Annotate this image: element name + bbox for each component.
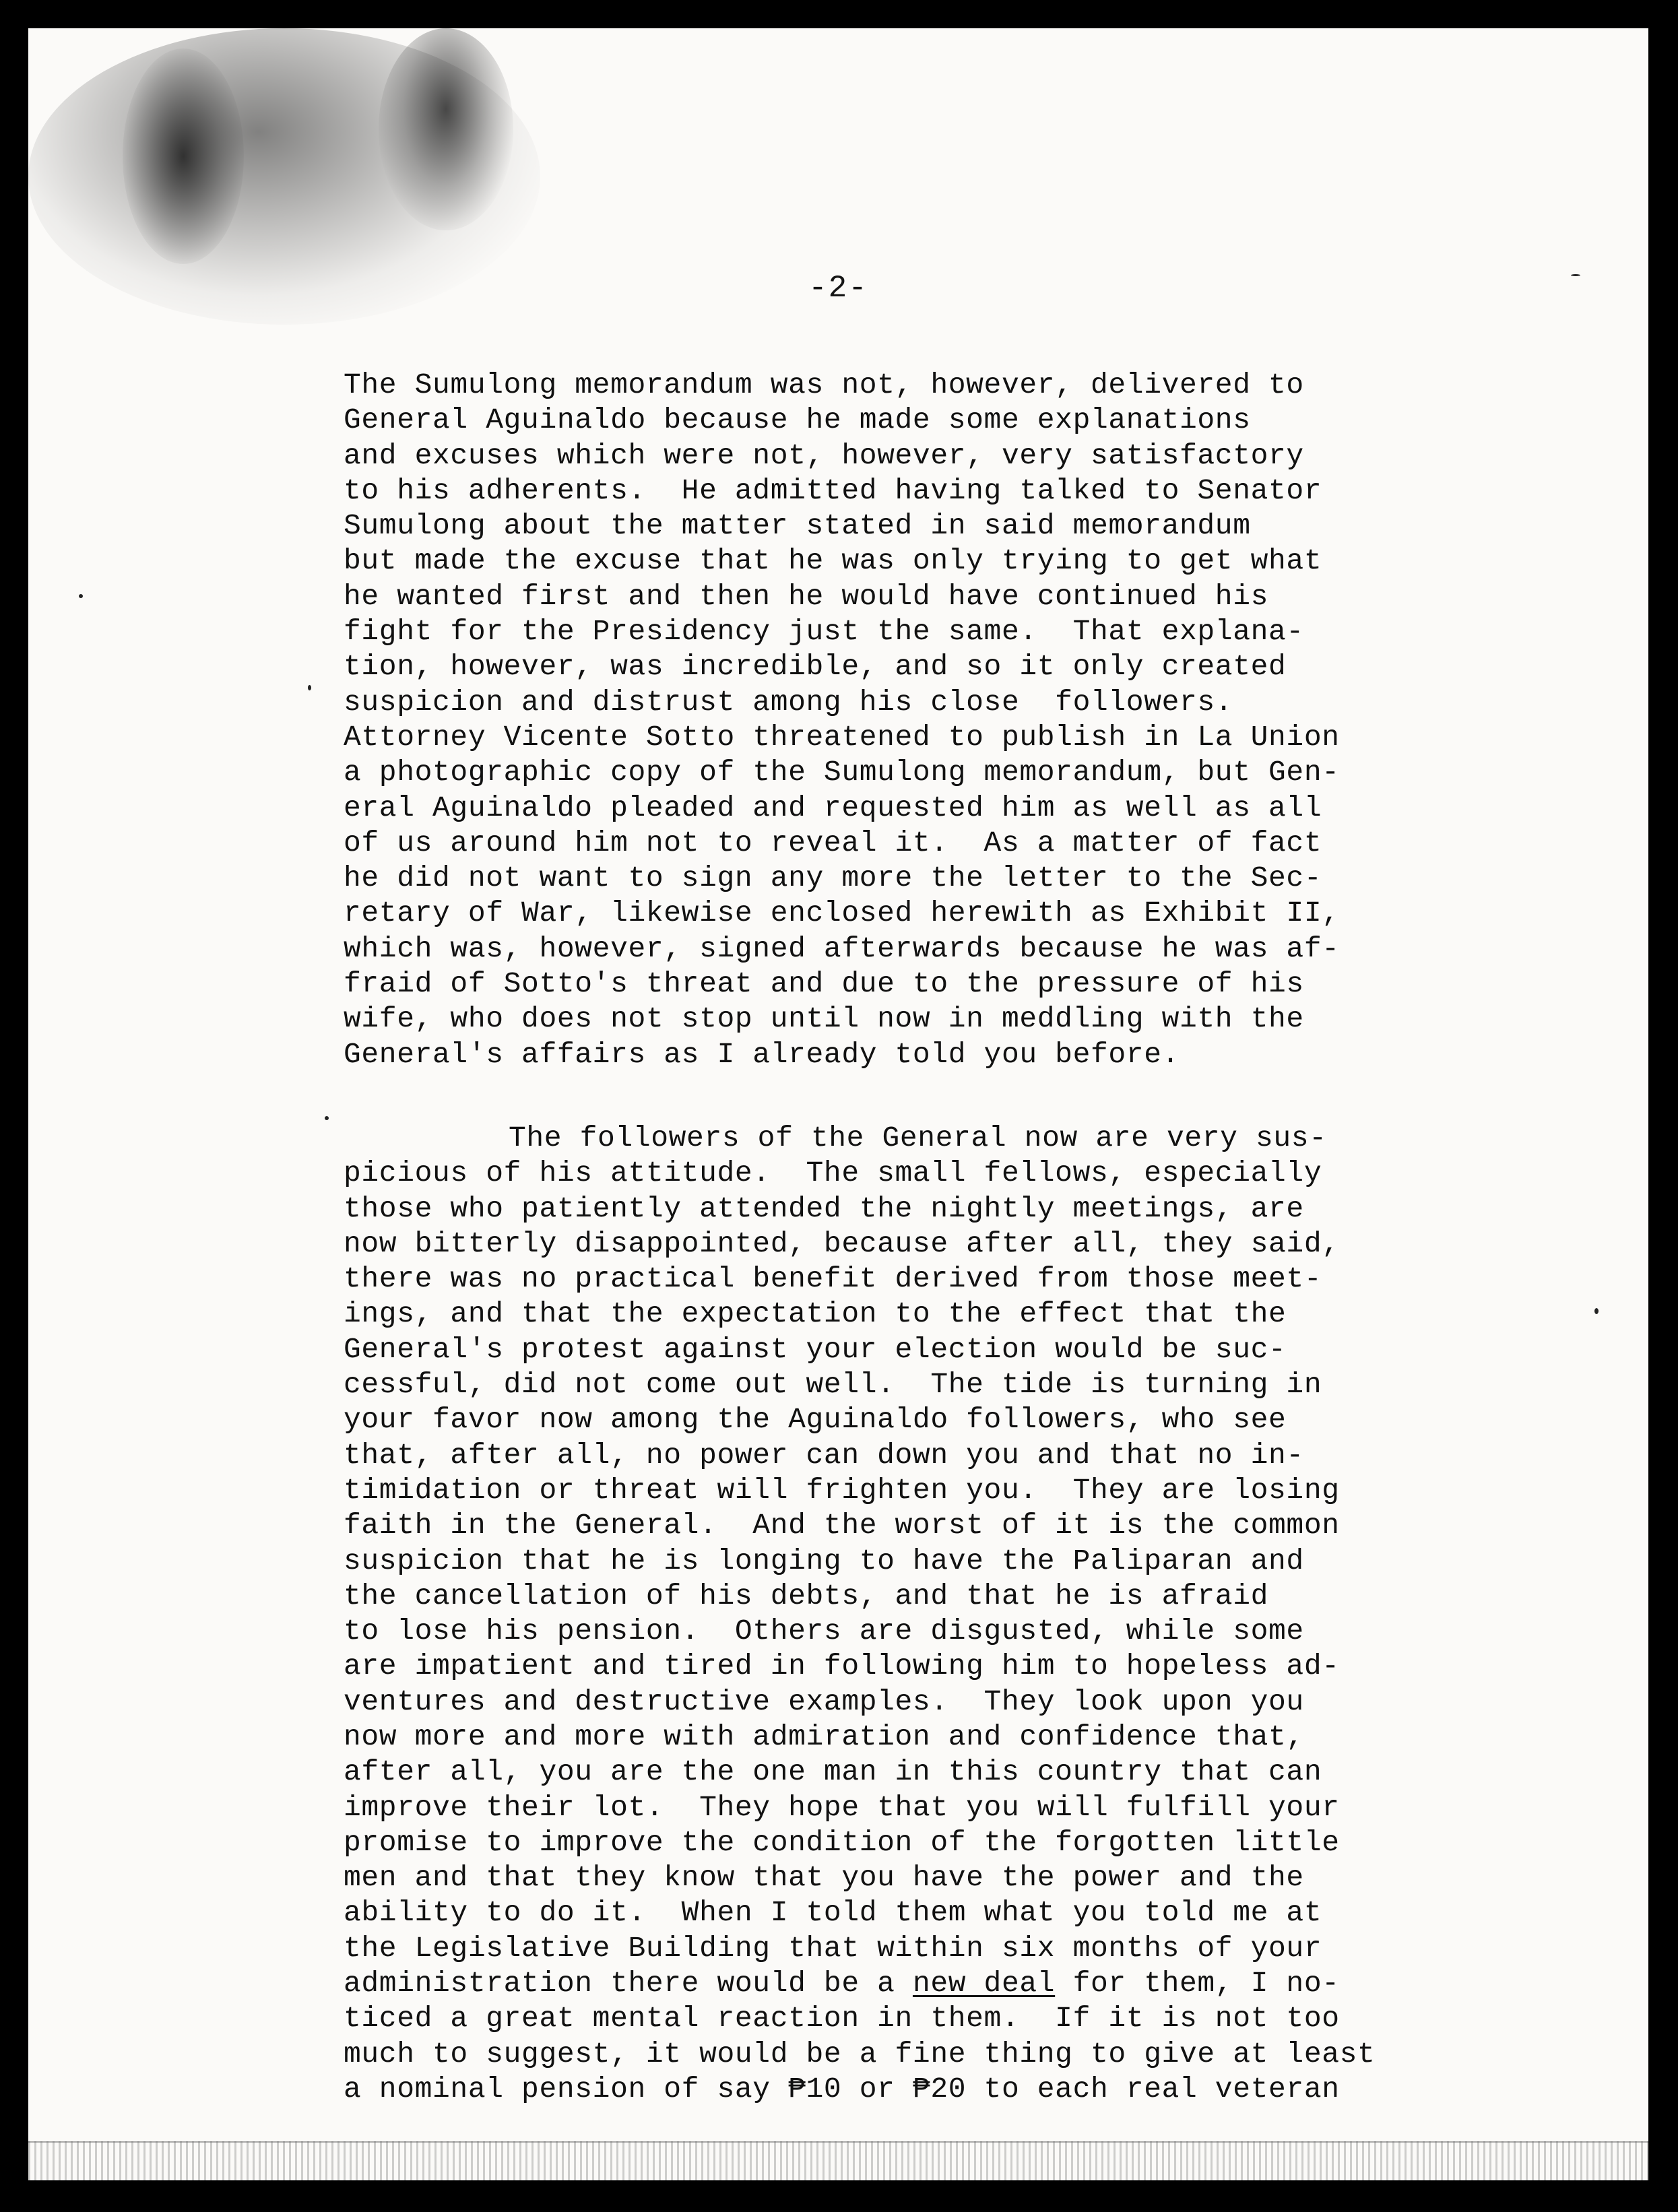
- text-line: he wanted first and then he would have continued his: [344, 579, 1269, 613]
- text-line: those who patiently attended the nightly meetings, are: [344, 1192, 1304, 1225]
- text-line: your favor now among the Aguinaldo followers, who see: [344, 1403, 1287, 1437]
- text-line: now bitterly disappointed, because after all, they said,: [344, 1227, 1340, 1260]
- text-line: the Legislative Building that within six months of your: [344, 1931, 1322, 1965]
- text-line: a photographic copy of the Sumulong memorandum, but Gen-: [344, 756, 1340, 789]
- dust-speck: [325, 1116, 329, 1120]
- text-line: to lose his pension. Others are disgusted, while some: [344, 1615, 1304, 1648]
- text-line: ability to do it. When I told them what you told me at: [344, 1896, 1322, 1930]
- text-line: retary of War, likewise enclosed herewith as Exhibit II,: [344, 897, 1340, 930]
- text-line: and excuses which were not, however, very satisfactory: [344, 438, 1304, 472]
- text-line: fraid of Sotto's threat and due to the pressure of his: [344, 967, 1304, 1001]
- text-line: there was no practical benefit derived from those meet-: [344, 1262, 1322, 1296]
- new-deal-underlined: new deal: [912, 1967, 1056, 2000]
- text-line: faith in the General. And the worst of it is the common: [344, 1509, 1340, 1542]
- text-line: The Sumulong memorandum was not, however, delivered to: [344, 368, 1304, 401]
- text-line: the cancellation of his debts, and that he is afraid: [344, 1579, 1269, 1613]
- paragraph-2: [344, 1121, 1623, 2107]
- dust-speck: [79, 594, 83, 598]
- text-line: are impatient and tired in following him to hopeless ad-: [344, 1650, 1340, 1683]
- text-segment: administration there would be a: [344, 1967, 913, 2000]
- text-line: ticed a great mental reaction in them. If it is not too: [344, 2002, 1340, 2036]
- page-number: -2-: [808, 271, 868, 306]
- text-line: The followers of the General now are very sus-: [509, 1121, 1327, 1154]
- text-segment: for them, I no-: [1055, 1967, 1340, 2000]
- text-line: after all, you are the one man in this country that can: [344, 1755, 1322, 1789]
- text-line: cessful, did not come out well. The tide is turning in: [344, 1368, 1322, 1402]
- text-line: suspicion that he is longing to have the Paliparan and: [344, 1544, 1304, 1577]
- text-line: he did not want to sign any more the letter to the Sec-: [344, 861, 1322, 895]
- text-line: Attorney Vicente Sotto threatened to publish in La Union: [344, 720, 1340, 754]
- text-line: General Aguinaldo because he made some explanations: [344, 403, 1251, 437]
- text-line: but made the excuse that he was only trying to get what: [344, 544, 1322, 578]
- text-line: a nominal pension of say ₱10 or ₱20 to each real veteran: [344, 2072, 1340, 2106]
- text-line: Sumulong about the matter stated in said memorandum: [344, 509, 1251, 543]
- document-page: [28, 28, 1648, 2180]
- ink-smudge: [123, 48, 244, 264]
- text-line: men and that they know that you have the power and the: [344, 1861, 1304, 1895]
- text-line: ings, and that the expectation to the effect that the: [344, 1297, 1287, 1331]
- text-line: of us around him not to reveal it. As a matter of fact: [344, 826, 1322, 859]
- text-line: ventures and destructive examples. They look upon you: [344, 1685, 1304, 1718]
- text-line: to his adherents. He admitted having talked to Senator: [344, 474, 1322, 507]
- text-line: General's protest against your election would be suc-: [344, 1332, 1287, 1366]
- text-line: picious of his attitude. The small fellows, especially: [344, 1157, 1322, 1190]
- text-line: much to suggest, it would be a fine thing to give at least: [344, 2037, 1376, 2071]
- ink-smudge: [379, 28, 513, 230]
- text-line: promise to improve the condition of the forgotten little: [344, 1825, 1340, 1859]
- text-line: wife, who does not stop until now in meddling with the: [344, 1002, 1304, 1036]
- text-line: timidation or threat will frighten you. They are losing: [344, 1473, 1340, 1507]
- text-line: which was, however, signed afterwards because he was af-: [344, 932, 1340, 965]
- text-line: that, after all, no power can down you and that no in-: [344, 1438, 1304, 1472]
- letter-body: [344, 368, 1623, 2107]
- dust-speck: [308, 685, 311, 690]
- scan-edge-strip: [28, 2141, 1648, 2180]
- text-line: fight for the Presidency just the same. That explana-: [344, 615, 1304, 649]
- paragraph-1: [344, 368, 1623, 1072]
- text-line: [344, 1966, 1623, 2001]
- text-line: eral Aguinaldo pleaded and requested him as well as all: [344, 791, 1322, 824]
- text-line: General's affairs as I already told you before.: [344, 1037, 1180, 1071]
- text-line: suspicion and distrust among his close followers.: [344, 685, 1233, 719]
- text-line: improve their lot. They hope that you will fulfill your: [344, 1790, 1340, 1824]
- text-line: tion, however, was incredible, and so it only created: [344, 650, 1287, 684]
- text-line: now more and more with admiration and confidence that,: [344, 1720, 1304, 1753]
